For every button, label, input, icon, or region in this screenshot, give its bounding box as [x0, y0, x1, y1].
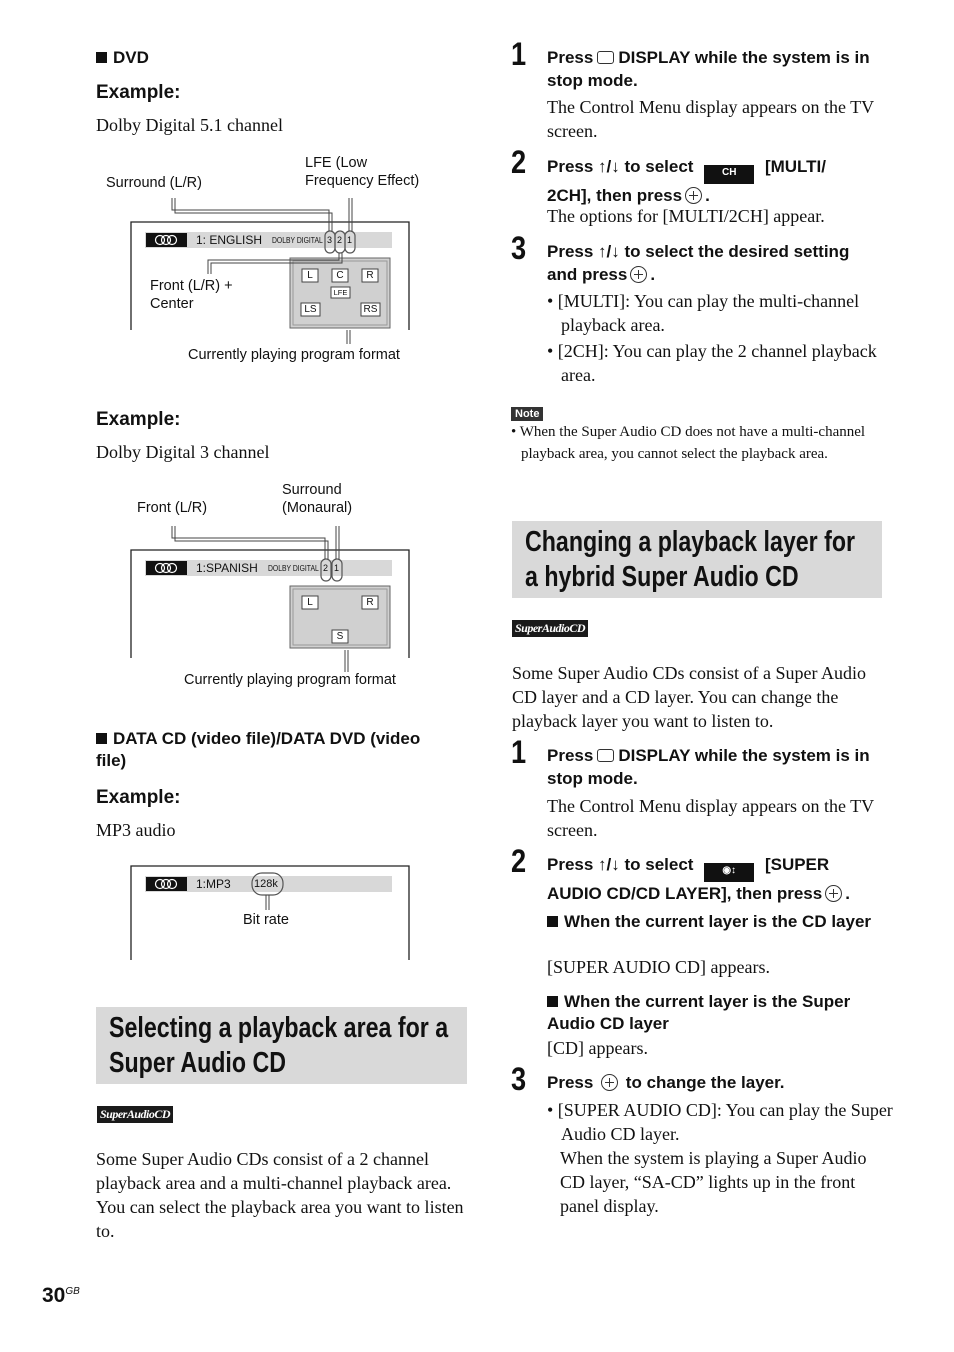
note-badge: Note [511, 404, 543, 422]
speaker-lfe: LFE [333, 288, 348, 297]
sub-text: [CD] appears. [547, 1038, 648, 1058]
step-number: 1 [511, 36, 527, 72]
osd-diagram-mp3 [100, 860, 440, 965]
step-instruction: Press ↑/↓ to select CH [MULTI/ 2CH], then press . [547, 157, 826, 205]
square-bullet-icon [96, 733, 107, 744]
example-label: Example: [96, 409, 181, 430]
section-heading-box [512, 521, 882, 598]
intro-paragraph: Some Super Audio CDs consist of a 2 channel playback area and a multi-channel playback area. You can select the playback area you want to listen to. [96, 1149, 464, 1241]
dvd-heading: DVD [96, 47, 149, 69]
osd-ch-front: 2 [323, 563, 329, 573]
section-heading-box [96, 1007, 467, 1084]
option-bullet: • [MULTI]: You can play the multi-channel playback area. [547, 291, 860, 335]
step-description: The Control Menu display appears on the TV screen. [547, 97, 874, 141]
super-audio-cd-logo: SuperAudioCD [512, 619, 588, 637]
speaker-r: R [366, 597, 374, 608]
super-audio-cd-logo: SuperAudioCD [97, 1105, 173, 1123]
enter-button-icon [601, 1074, 618, 1091]
step-number: 3 [511, 230, 527, 266]
osd-ch-lfe: 1 [347, 235, 353, 245]
speaker-l: L [307, 597, 313, 608]
osd-format-text: DOLBY DIGITAL [272, 236, 323, 245]
example-label: Example: [96, 82, 181, 103]
label-lfe: LFE (Low Frequency Effect) [305, 155, 420, 189]
intro-paragraph: Some Super Audio CDs consist of a Super Audio CD layer and a CD layer. You can change the playback layer you want to listen to. [512, 663, 866, 731]
note-text: • When the Super Audio CD does not have a multi-channel playback area, you cannot select the playback area. [511, 424, 866, 462]
square-bullet-icon [96, 52, 107, 63]
option-bullet-continued: When the system is playing a Super Audio CD layer, “SA-CD” lights up in the front panel display. [560, 1148, 867, 1216]
option-bullet: • [SUPER AUDIO CD]: You can play the Super Audio CD layer. [547, 1100, 893, 1144]
label-front-center: Front (L/R) + Center [150, 278, 233, 312]
speaker-r: R [366, 270, 374, 281]
enter-button-icon [825, 885, 842, 902]
osd-ch-front: 3 [327, 235, 333, 245]
label-program-format: Currently playing program format [184, 672, 396, 688]
osd-bitrate-value: 128k [254, 878, 278, 890]
speaker-l: L [307, 270, 313, 281]
display-button-icon [597, 749, 614, 762]
step-number: 2 [511, 144, 527, 180]
example-label: Example: [96, 787, 181, 808]
speaker-ls: LS [304, 304, 317, 315]
speaker-rs: RS [363, 304, 378, 315]
osd-ch-rear: 2 [337, 235, 343, 245]
label-front: Front (L/R) [137, 500, 208, 516]
step-description: The Control Menu display appears on the TV screen. [547, 796, 874, 840]
osd-track-text: 1: ENGLISH [196, 233, 263, 247]
label-program-format: Currently playing program format [188, 347, 400, 363]
osd-diagram-3-ch [100, 478, 440, 693]
step-instruction: Press to change the layer. [547, 1073, 785, 1092]
enter-button-icon [685, 187, 702, 204]
multi-channel-icon: CH [704, 165, 754, 184]
sub-heading: When the current layer is the CD layer [547, 911, 887, 933]
osd-format-text: DOLBY DIGITAL [268, 564, 319, 573]
speaker-c: C [336, 270, 344, 281]
enter-button-icon [630, 266, 647, 283]
square-bullet-icon [547, 916, 558, 927]
osd-track-text: 1:SPANISH [196, 561, 258, 575]
display-button-icon [597, 51, 614, 64]
page-number: $30^{GB}$ [42, 1284, 80, 1307]
label-bit-rate: Bit rate [243, 912, 289, 928]
disc-layer-icon: ◉↕ [704, 863, 754, 882]
step-instruction: Press DISPLAY while the system is in stop mode. [547, 746, 870, 788]
speaker-s: S [336, 631, 344, 642]
data-cd-heading: DATA CD (video file)/DATA DVD (video file) [96, 729, 421, 770]
example-caption: MP3 audio [96, 820, 176, 840]
option-bullet: • [2CH]: You can play the 2 channel playback area. [547, 341, 877, 385]
example-caption: Dolby Digital 5.1 channel [96, 115, 283, 135]
step-number: 2 [511, 843, 527, 879]
step-instruction: Press ↑/↓ to select ◉↕ [SUPER AUDIO CD/CD LAYER], then press . [547, 855, 850, 903]
square-bullet-icon [547, 996, 558, 1007]
sub-text: [SUPER AUDIO CD] appears. [547, 957, 770, 977]
section-title: Selecting a playback area for a Super Audio CD [109, 1012, 449, 1079]
step-description: The options for [MULTI/2CH] appear. [547, 206, 825, 226]
step-instruction: Press ↑/↓ to select the desired setting and press . [547, 242, 850, 284]
osd-ch-rear: 1 [334, 563, 340, 573]
label-surround-monaural: Surround (Monaural) [282, 482, 353, 516]
osd-track-text: 1:MP3 [196, 877, 231, 891]
step-number: 1 [511, 734, 527, 770]
section-title: Changing a playback layer for a hybrid Super Audio CD [525, 526, 856, 593]
osd-diagram-5-1 [100, 150, 440, 375]
step-number: 3 [511, 1061, 527, 1097]
label-surround: Surround (L/R) [106, 175, 202, 191]
step-instruction: Press DISPLAY while the system is in stop mode. [547, 48, 870, 90]
sub-heading: When the current layer is the Super Audio CD layer [547, 992, 851, 1033]
example-caption: Dolby Digital 3 channel [96, 442, 270, 462]
